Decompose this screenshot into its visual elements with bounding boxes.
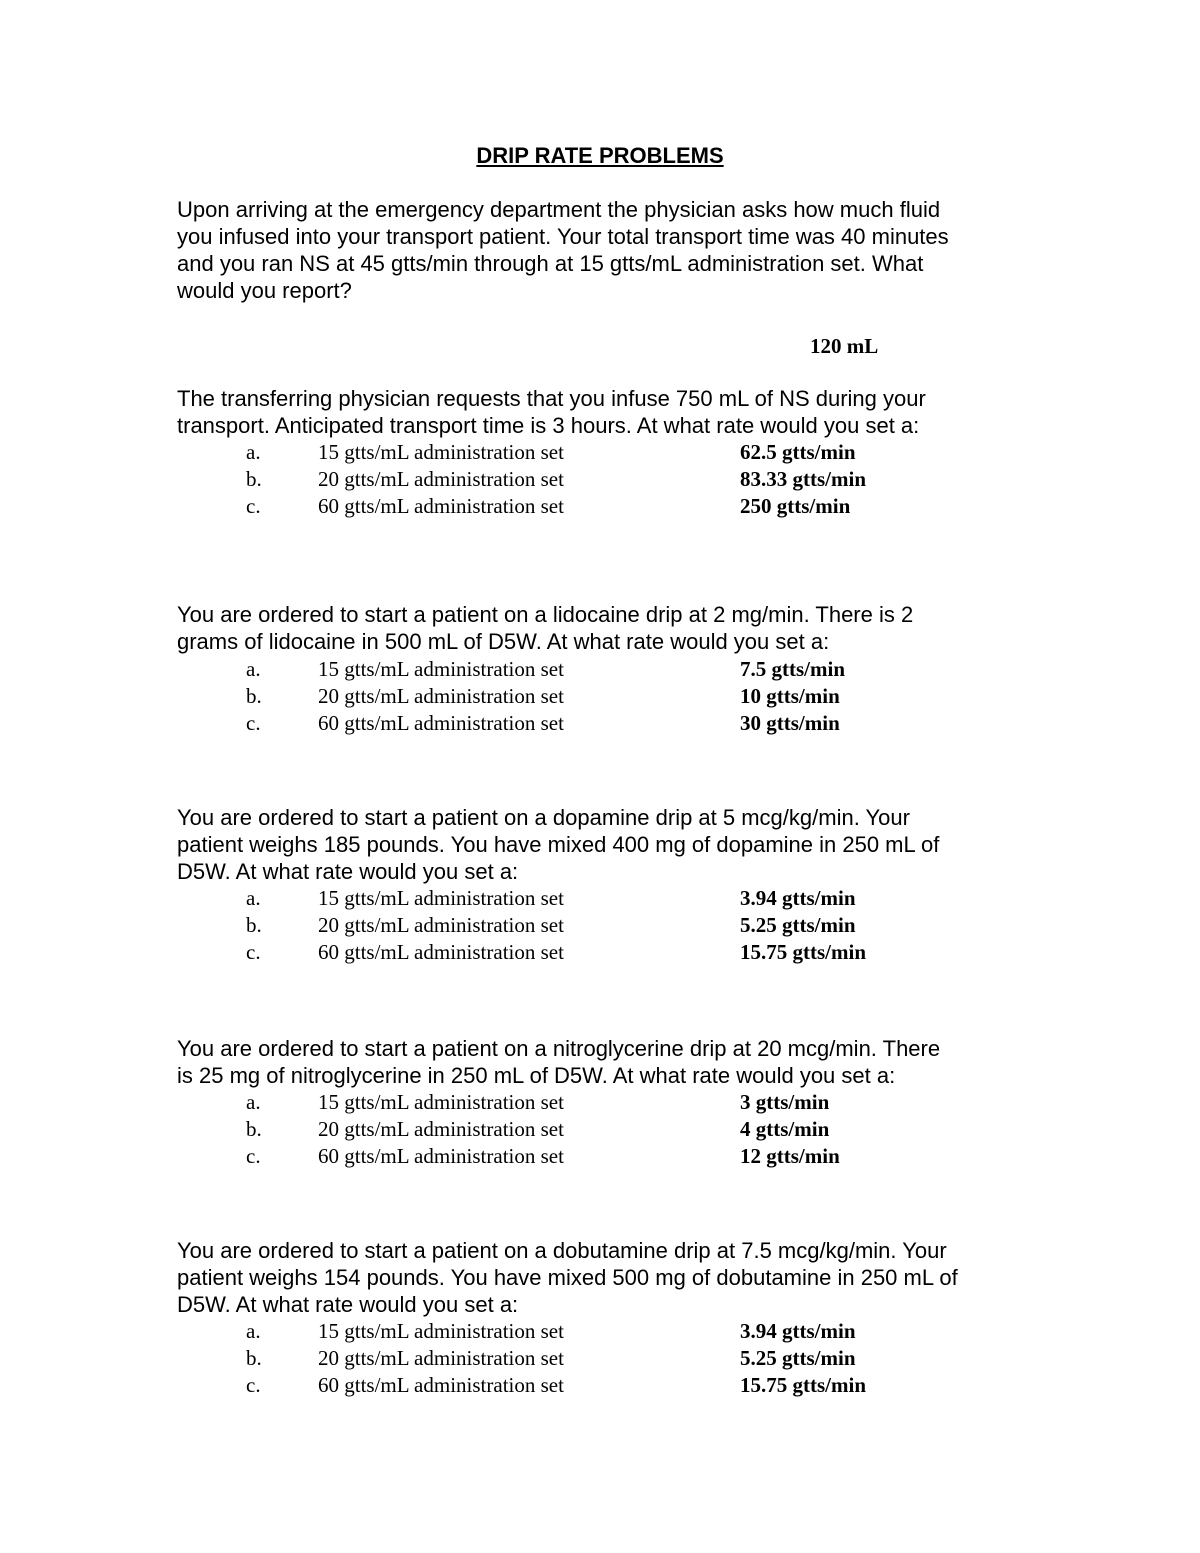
- option-description: 60 gtts/mL administration set: [318, 494, 564, 518]
- problem-text-line: You are ordered to start a patient on a dopamine drip at 5 mcg/kg/min. Your: [177, 805, 910, 830]
- problem-4-options: [0, 885, 1200, 966]
- option-answer: 250 gtts/min: [740, 494, 851, 518]
- problem-5-text: [177, 1035, 1057, 1089]
- problem-1-text: [177, 196, 1057, 304]
- problem-4-text: [177, 804, 1057, 885]
- option-description: 20 gtts/mL administration set: [318, 1346, 564, 1370]
- problem-text-line: would you report?: [177, 278, 352, 303]
- option-answer: 83.33 gtts/min: [740, 467, 866, 491]
- option-answer: 15.75 gtts/min: [740, 940, 866, 964]
- option-letter: a.: [246, 1319, 261, 1343]
- option-answer: 3.94 gtts/min: [740, 886, 856, 910]
- option-row: [0, 1345, 1200, 1372]
- option-answer: 5.25 gtts/min: [740, 1346, 856, 1370]
- option-letter: b.: [246, 1346, 262, 1370]
- option-description: 60 gtts/mL administration set: [318, 1144, 564, 1168]
- problem-text-line: You are ordered to start a patient on a lidocaine drip at 2 mg/min. There is 2: [177, 602, 914, 627]
- problem-1-answer: 120 mL: [810, 334, 879, 358]
- problem-text-line: patient weighs 154 pounds. You have mixed 500 mg of dobutamine in 250 mL of: [177, 1265, 958, 1290]
- option-letter: c.: [246, 940, 261, 964]
- option-answer: 3.94 gtts/min: [740, 1319, 856, 1343]
- problem-text-line: is 25 mg of nitroglycerine in 250 mL of D5W. At what rate would you set a:: [177, 1063, 896, 1088]
- option-row: [0, 912, 1200, 939]
- problem-text-line: The transferring physician requests that you infuse 750 mL of NS during your: [177, 386, 926, 411]
- option-answer: 62.5 gtts/min: [740, 440, 856, 464]
- option-row: [0, 1372, 1200, 1399]
- problem-text-line: patient weighs 185 pounds. You have mixed 400 mg of dopamine in 250 mL of: [177, 832, 940, 857]
- option-description: 15 gtts/mL administration set: [318, 657, 564, 681]
- option-description: 20 gtts/mL administration set: [318, 913, 564, 937]
- option-row: [0, 1143, 1200, 1170]
- option-row: [0, 493, 1200, 520]
- option-description: 15 gtts/mL administration set: [318, 886, 564, 910]
- problem-2-options: [0, 439, 1200, 520]
- problem-5-options: [0, 1089, 1200, 1170]
- option-answer: 12 gtts/min: [740, 1144, 840, 1168]
- option-description: 20 gtts/mL administration set: [318, 1117, 564, 1141]
- option-answer: 4 gtts/min: [740, 1117, 830, 1141]
- option-row: [0, 939, 1200, 966]
- page-title: DRIP RATE PROBLEMS: [476, 143, 724, 168]
- option-letter: c.: [246, 494, 261, 518]
- option-description: 60 gtts/mL administration set: [318, 711, 564, 735]
- problem-text-line: transport. Anticipated transport time is 3 hours. At what rate would you set a:: [177, 413, 920, 438]
- problem-text-line: and you ran NS at 45 gtts/min through at 15 gtts/mL administration set. What: [177, 251, 924, 276]
- option-description: 15 gtts/mL administration set: [318, 1319, 564, 1343]
- problem-6-options: [0, 1318, 1200, 1399]
- option-description: 60 gtts/mL administration set: [318, 940, 564, 964]
- option-answer: 15.75 gtts/min: [740, 1373, 866, 1397]
- option-letter: a.: [246, 886, 261, 910]
- option-description: 20 gtts/mL administration set: [318, 684, 564, 708]
- option-letter: b.: [246, 467, 262, 491]
- problem-text-line: You are ordered to start a patient on a dobutamine drip at 7.5 mcg/kg/min. Your: [177, 1238, 947, 1263]
- option-description: 60 gtts/mL administration set: [318, 1373, 564, 1397]
- option-answer: 5.25 gtts/min: [740, 913, 856, 937]
- problem-3-text: [177, 601, 1057, 655]
- option-letter: a.: [246, 657, 261, 681]
- problem-3-options: [0, 656, 1200, 737]
- option-letter: a.: [246, 1090, 261, 1114]
- option-row: [0, 439, 1200, 466]
- option-row: [0, 1116, 1200, 1143]
- option-row: [0, 885, 1200, 912]
- option-answer: 10 gtts/min: [740, 684, 840, 708]
- problem-text-line: D5W. At what rate would you set a:: [177, 1292, 519, 1317]
- problem-text-line: D5W. At what rate would you set a:: [177, 859, 519, 884]
- option-letter: b.: [246, 913, 262, 937]
- problem-text-line: Upon arriving at the emergency department the physician asks how much fluid: [177, 197, 941, 222]
- option-row: [0, 656, 1200, 683]
- option-letter: b.: [246, 684, 262, 708]
- option-row: [0, 466, 1200, 493]
- problem-text-line: you infused into your transport patient. Your total transport time was 40 minutes: [177, 224, 949, 249]
- option-row: [0, 1089, 1200, 1116]
- option-letter: c.: [246, 711, 261, 735]
- option-description: 15 gtts/mL administration set: [318, 440, 564, 464]
- option-row: [0, 683, 1200, 710]
- option-answer: 30 gtts/min: [740, 711, 840, 735]
- option-row: [0, 1318, 1200, 1345]
- problem-text-line: You are ordered to start a patient on a nitroglycerine drip at 20 mcg/min. There: [177, 1036, 941, 1061]
- option-letter: b.: [246, 1117, 262, 1141]
- option-answer: 3 gtts/min: [740, 1090, 830, 1114]
- option-row: [0, 710, 1200, 737]
- option-answer: 7.5 gtts/min: [740, 657, 845, 681]
- option-description: 15 gtts/mL administration set: [318, 1090, 564, 1114]
- problem-text-line: grams of lidocaine in 500 mL of D5W. At what rate would you set a:: [177, 629, 830, 654]
- problem-2-text: [177, 385, 1057, 439]
- option-letter: c.: [246, 1144, 261, 1168]
- problem-6-text: [177, 1237, 1057, 1318]
- option-description: 20 gtts/mL administration set: [318, 467, 564, 491]
- option-letter: a.: [246, 440, 261, 464]
- option-letter: c.: [246, 1373, 261, 1397]
